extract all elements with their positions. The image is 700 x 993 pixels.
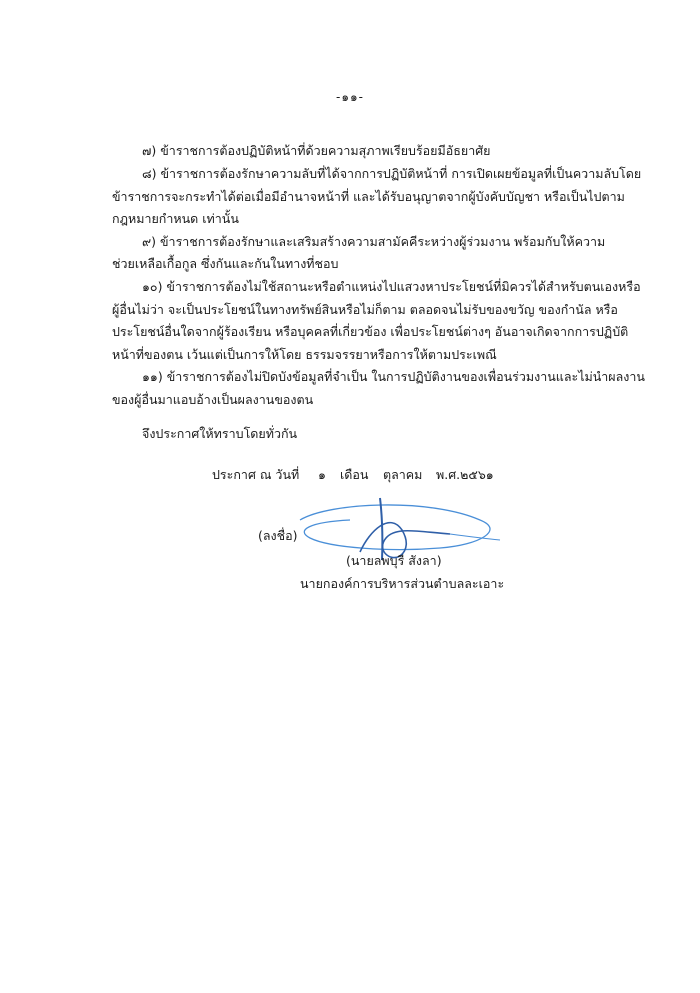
item-10-line-3: ประโยชน์อื่นใดจากผู้ร้องเรียน หรือบุคคลที่เกี่ยวข้อง เพื่อประโยชน์ต่างๆ อันอาจเกิดจากการปฏิบัติ bbox=[112, 324, 629, 339]
item-8-line-3: กฎหมายกำหนด เท่านั้น bbox=[112, 211, 239, 226]
item-11-line-2: ของผู้อื่นมาแอบอ้างเป็นผลงานของตน bbox=[112, 392, 314, 407]
item-8-line-2: ข้าราชการจะกระทำได้ต่อเมื่อมีอำนาจหน้าที่ และได้รับอนุญาตจากผู้บังคับบัญชา หรือเป็นไปตาม bbox=[112, 189, 625, 204]
signer-name: (นายลพบุรี สังลา) bbox=[346, 553, 442, 568]
item-10-line-2: ผู้อื่นไม่ว่า จะเป็นประโยชน์ในทางทรัพย์สินหรือไม่ก็ตาม ตลอดจนไม่รับของขวัญ ของกำนัล หรือ bbox=[112, 302, 618, 317]
signature-oval-stroke bbox=[300, 505, 490, 550]
signer-position: นายกองค์การบริหารส่วนตำบลละเอาะ bbox=[300, 576, 505, 591]
item-8-line-1: ๘) ข้าราชการต้องรักษาความลับที่ได้จากการปฏิบัติหน้าที่ การเปิดเผยข้อมูลที่เป็นความลับโดย bbox=[142, 166, 642, 181]
signature-tail-stroke bbox=[450, 534, 500, 540]
item-10-line-4: หน้าที่ของตน เว้นแต่เป็นการให้โดย ธรรมจรรยาหรือการให้ตามประเพณี bbox=[112, 347, 497, 362]
date-month: ตุลาคม bbox=[383, 467, 423, 482]
item-10-line-1: ๑๐) ข้าราชการต้องไม่ใช้สถานะหรือตำแหน่งไปแสวงหาประโยชน์ที่มิควรได้สำหรับตนเองหรือ bbox=[142, 279, 641, 294]
date-year: พ.ศ.๒๕๖๑ bbox=[436, 467, 494, 482]
sign-label: (ลงชื่อ) bbox=[258, 528, 298, 543]
item-7-line-1: ๗) ข้าราชการต้องปฏิบัติหน้าที่ด้วยความสุภาพเรียบร้อยมีอัธยาศัย bbox=[142, 143, 491, 158]
item-9-line-2: ช่วยเหลือเกื้อกูล ซึ่งกันและกันในทางที่ชอบ bbox=[112, 256, 339, 271]
date-month-label: เดือน bbox=[340, 467, 369, 482]
date-prefix: ประกาศ ณ วันที่ bbox=[212, 467, 300, 482]
page-number: -๑๑- bbox=[336, 90, 364, 104]
item-11-line-1: ๑๑) ข้าราชการต้องไม่ปิดบังข้อมูลที่จำเป็น ในการปฏิบัติงานของเพื่อนร่วมงานและไม่นำผลงาน bbox=[142, 369, 645, 384]
date-day: ๑ bbox=[318, 467, 326, 482]
signature-vertical-stroke bbox=[380, 498, 382, 560]
announcement-text: จึงประกาศให้ทราบโดยทั่วกัน bbox=[142, 426, 298, 441]
item-9-line-1: ๙) ข้าราชการต้องรักษาและเสริมสร้างความสามัคคีระหว่างผู้ร่วมงาน พร้อมกับให้ความ bbox=[142, 234, 606, 249]
